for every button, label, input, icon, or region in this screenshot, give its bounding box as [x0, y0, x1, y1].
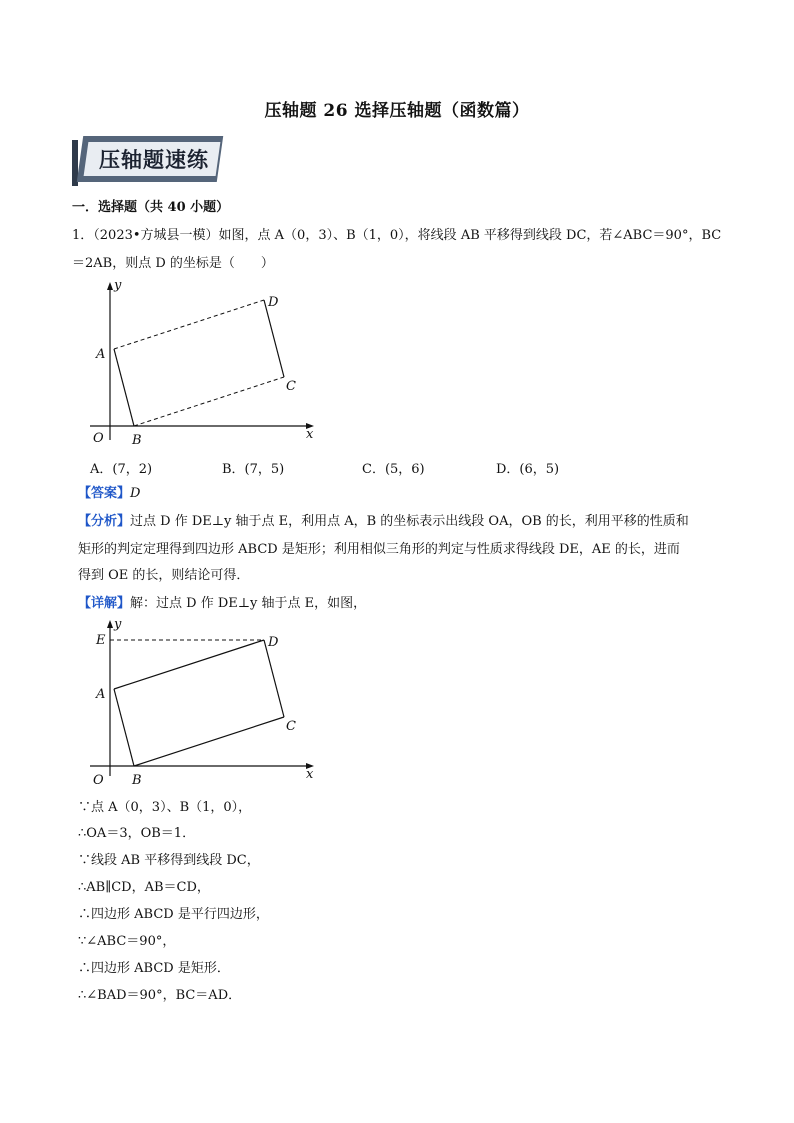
step-8: ∴∠BAD＝90°，BC＝AD． — [78, 988, 242, 1003]
axis-x-label: x — [306, 427, 314, 442]
figure-1 — [0, 278, 794, 448]
analysis-text-1: 过点 D 作 DE⊥y 轴于点 E，利用点 A，B 的坐标表示出线段 OA，OB 的长，利用平移的性质和 — [130, 514, 689, 529]
step-6: ∵∠ABC＝90°， — [78, 934, 176, 949]
point-d-label: D — [268, 295, 279, 310]
option-d: D．(6，5) — [496, 462, 560, 477]
option-b: B．(7，5) — [222, 462, 285, 477]
answer-value: D — [130, 486, 141, 501]
option-a: A．(7，2) — [90, 462, 153, 477]
origin-label: O — [93, 431, 104, 446]
step-3: ∵线段 AB 平移得到线段 DC， — [78, 853, 260, 868]
section-heading: 一．选择题（共 40 小题） — [72, 200, 230, 215]
analysis-tag: 【分析】 — [78, 514, 131, 529]
axis-y-label-2: y — [114, 617, 122, 632]
axis-x-label-2: x — [306, 767, 314, 782]
section-banner — [72, 136, 220, 186]
figure-2 — [0, 616, 794, 786]
point-b-label-2: B — [132, 773, 142, 786]
step-7: ∴四边形 ABCD 是矩形． — [78, 961, 230, 976]
point-d-label-2: D — [268, 635, 279, 650]
point-c-label-2: C — [286, 719, 296, 734]
step-1: ∵点 A（0，3）、B（1，0）， — [78, 800, 252, 815]
answer-tag: 【答案】 — [78, 486, 131, 501]
answer-line — [78, 484, 140, 504]
point-c-label: C — [286, 379, 296, 394]
question-line-1: 1．（2023•方城县一模）如图，点 A（0，3）、B（1，0），将线段 AB 平移得到线段 DC，若∠ABC＝90°，BC — [72, 228, 722, 243]
analysis-line-1 — [78, 512, 689, 532]
point-a-label-2: A — [96, 687, 106, 702]
step-5: ∴四边形 ABCD 是平行四边形， — [78, 907, 269, 922]
detail-line — [78, 594, 366, 614]
detail-tag: 【详解】 — [78, 596, 131, 611]
page-title: 压轴题 26 选择压轴题（函数篇） — [264, 101, 530, 121]
option-c: C．(5，6) — [362, 462, 425, 477]
step-2: ∴OA＝3，OB＝1． — [78, 826, 196, 841]
banner-label: 压轴题速练 — [99, 148, 209, 172]
point-b-label: B — [132, 433, 142, 448]
point-a-label: A — [96, 347, 106, 362]
step-4: ∴AB∥CD，AB＝CD， — [78, 880, 210, 895]
origin-label-2: O — [93, 773, 104, 786]
analysis-line-3: 得到 OE 的长，则结论可得． — [78, 568, 250, 583]
point-e-label: E — [96, 633, 106, 648]
detail-text: 解：过点 D 作 DE⊥y 轴于点 E，如图， — [130, 596, 367, 611]
analysis-line-2: 矩形的判定定理得到四边形 ABCD 是矩形；利用相似三角形的判定与性质求得线段 DE，AE 的长，进而 — [78, 542, 680, 557]
axis-y-label: y — [114, 278, 122, 293]
question-line-2: ＝2AB，则点 D 的坐标是（ ） — [72, 256, 274, 271]
